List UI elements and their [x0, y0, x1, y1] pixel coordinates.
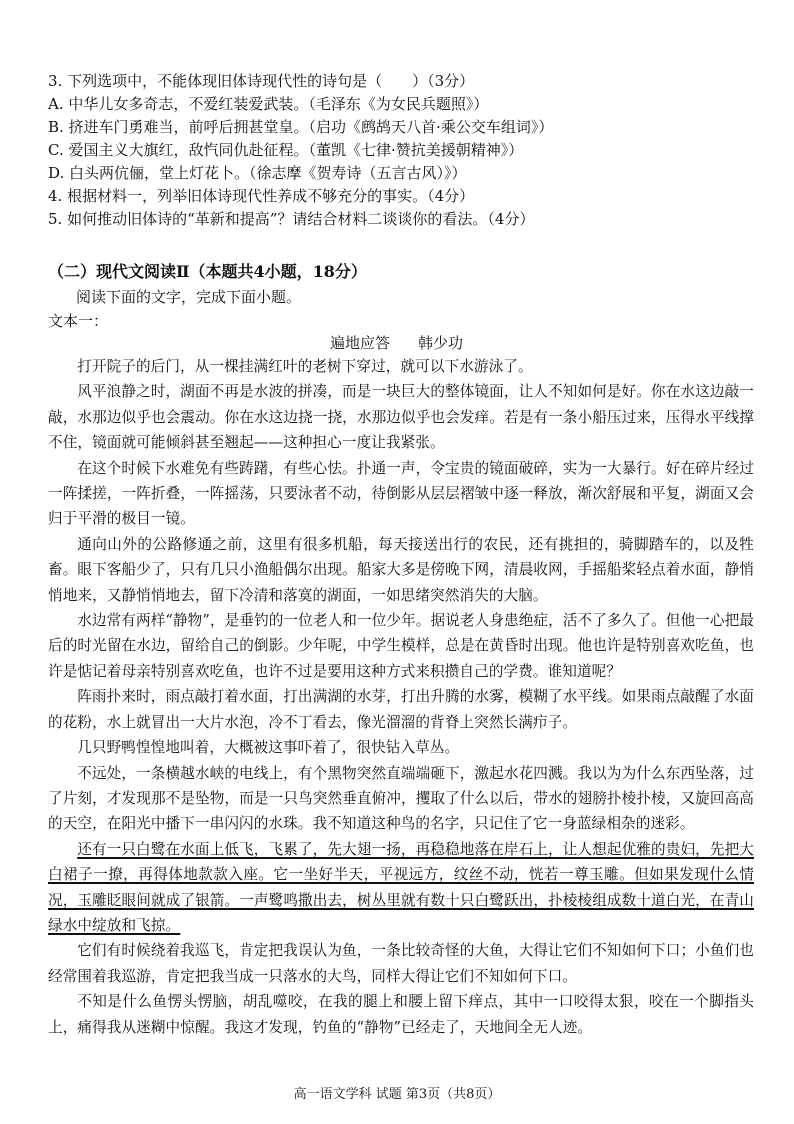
section-heading: （二）现代文阅读Ⅱ（本题共4小题，18分）	[48, 262, 367, 281]
paragraph: 不知是什么鱼愣头愣脑，胡乱噬咬，在我的腿上和腰上留下痒点，其中一口咬得太狠，咬在一个脚指头上，痛得我从迷糊中惊醒。我这才发现，钓鱼的“静物”已经走了，天地间全无人迹。	[48, 993, 754, 1036]
option-a: A. 中华儿女多奇志，不爱红装爱武装。（毛泽东《为女民兵题照》）	[48, 95, 489, 113]
question-3: 3. 下列选项中，不能体现旧体诗现代性的诗句是（ ）（3分）	[48, 72, 475, 90]
question-list	[48, 70, 748, 231]
article-title: 遍地应答	[330, 334, 391, 352]
article-author: 韩少功	[418, 334, 464, 352]
paragraph: 阵雨扑来时，雨点敲打着水面，打出满湖的水芽，打出升腾的水雾，模糊了水平线。如果雨点敲醒了水面的花粉，水上就冒出一大片水泡，冷不丁看去，像光溜溜的背脊上突然长满疖子。	[48, 688, 754, 731]
reading-instruction: 阅读下面的文字，完成下面小题。	[76, 288, 302, 306]
paragraph: 它们有时候绕着我巡飞，肯定把我误认为鱼，一条比较奇怪的大鱼，大得让它们不知如何下口；小鱼们也经常围着我巡游，肯定把我当成一只落水的大鸟，同样大得让它们不知如何下口。	[48, 942, 754, 985]
option-d: D. 白头两伉俪，堂上灯花卜。（徐志摩《贺寿诗（五言古风）》）	[48, 164, 467, 182]
paragraph: 在这个时候下水难免有些踌躇，有些心怯。扑通一声，令宝贵的镜面破碎，实为一大暴行。好在碎片经过一阵揉搓，一阵折叠，一阵摇荡，只要泳者不动，待倒影从层层褶皱中逐一释放，渐次舒展和平复，湖面又会归于平滑的极目一镜。	[48, 459, 754, 528]
article-title-line	[330, 332, 463, 354]
page-footer: 高一语文学科 试题 第3页（共8页）	[293, 1087, 501, 1102]
option-c: C. 爱国主义大旗红，敌忾同仇赴征程。（董凯《七律·赞抗美援朝精神》）	[48, 141, 524, 159]
underlined-text: 还有一只白鹭在水面上低飞，飞累了，先大翅一扬，再稳稳地落在岸石上，让人想起优雅的贵妇，先把大白裙子一撩，再得体地款款入座。它一坐好半天，平视远方，纹丝不动，恍若一尊玉雕。但如果发现什么情况，玉雕眨眼间就成了银箭。一声鹭鸣撒出去，树丛里就有数十只白鹭跃出，扑棱棱组成数十道白光，在青山绿水中绽放和飞掠。	[48, 840, 754, 934]
text-label: 文本一：	[48, 312, 109, 330]
question-4: 4. 根据材料一，列举旧体诗现代性养成不够充分的事实。（4分）	[48, 187, 475, 205]
question-5: 5. 如何推动旧体诗的“革新和提高”？请结合材料二谈谈你的看法。（4分）	[48, 210, 535, 228]
paragraph: 通向山外的公路修通之前，这里有很多机船，每天接送出行的农民，还有挑担的，骑脚踏车的，以及牲畜。眼下客船少了，只有几只小渔船偶尔出现。船家大多是傍晚下网，清晨收网，手摇船桨轻点着水面，静悄悄地来，又静悄悄地去，留下冷清和落寞的湖面，一如思绪突然消失的大脑。	[48, 535, 754, 604]
paragraph: 水边常有两样“静物”，是垂钓的一位老人和一位少年。据说老人身患绝症，活不了多久了。但他一心把最后的时光留在水边，留给自己的倒影。少年呢，中学生模样，总是在黄昏时出现。他也许是特别喜欢吃鱼，也许是惦记着母亲特别喜欢吃鱼，也许不过是要用这种方式来积攒自己的学费。谁知道呢？	[48, 612, 754, 680]
paragraph: 风平浪静之时，湖面不再是水波的拼凑，而是一块巨大的整体镜面，让人不知如何是好。你在水这边敲一敲，水那边似乎也会震动。你在水这边挠一挠，水那边似乎也会发痒。若是有一条小船压过来，压得水平线撑不住，镜面就可能倾斜甚至翘起——这种担心一度让我紧张。	[48, 383, 754, 452]
option-b: B. 挤进车门勇难当，前呼后拥甚堂皇。（启功《鹧鸪天八首·乘公交车组词》）	[48, 118, 554, 136]
paragraph: 打开院子的后门，从一棵挂满红叶的老树下穿过，就可以下水游泳了。	[77, 358, 533, 375]
paragraph: 不远处，一条横越水峡的电线上，有个黑物突然直端端砸下，激起水花四溅。我以为为什么东西坠落，过了片刻，才发现那不是坠物，而是一只鸟突然垂直俯冲，攫取了什么以后，带水的翅膀扑棱扑棱，又旋回高高的天空，在阳光中播下一串闪闪的水珠。我不知道这种鸟的名字，只记住了它一身蓝绿相杂的迷彩。	[48, 764, 754, 833]
paragraph: 几只野鸭惶惶地叫着，大概被这事吓着了，很快钻入草丛。	[77, 739, 460, 757]
underlined-paragraph	[48, 837, 754, 939]
article-body	[48, 354, 754, 1040]
